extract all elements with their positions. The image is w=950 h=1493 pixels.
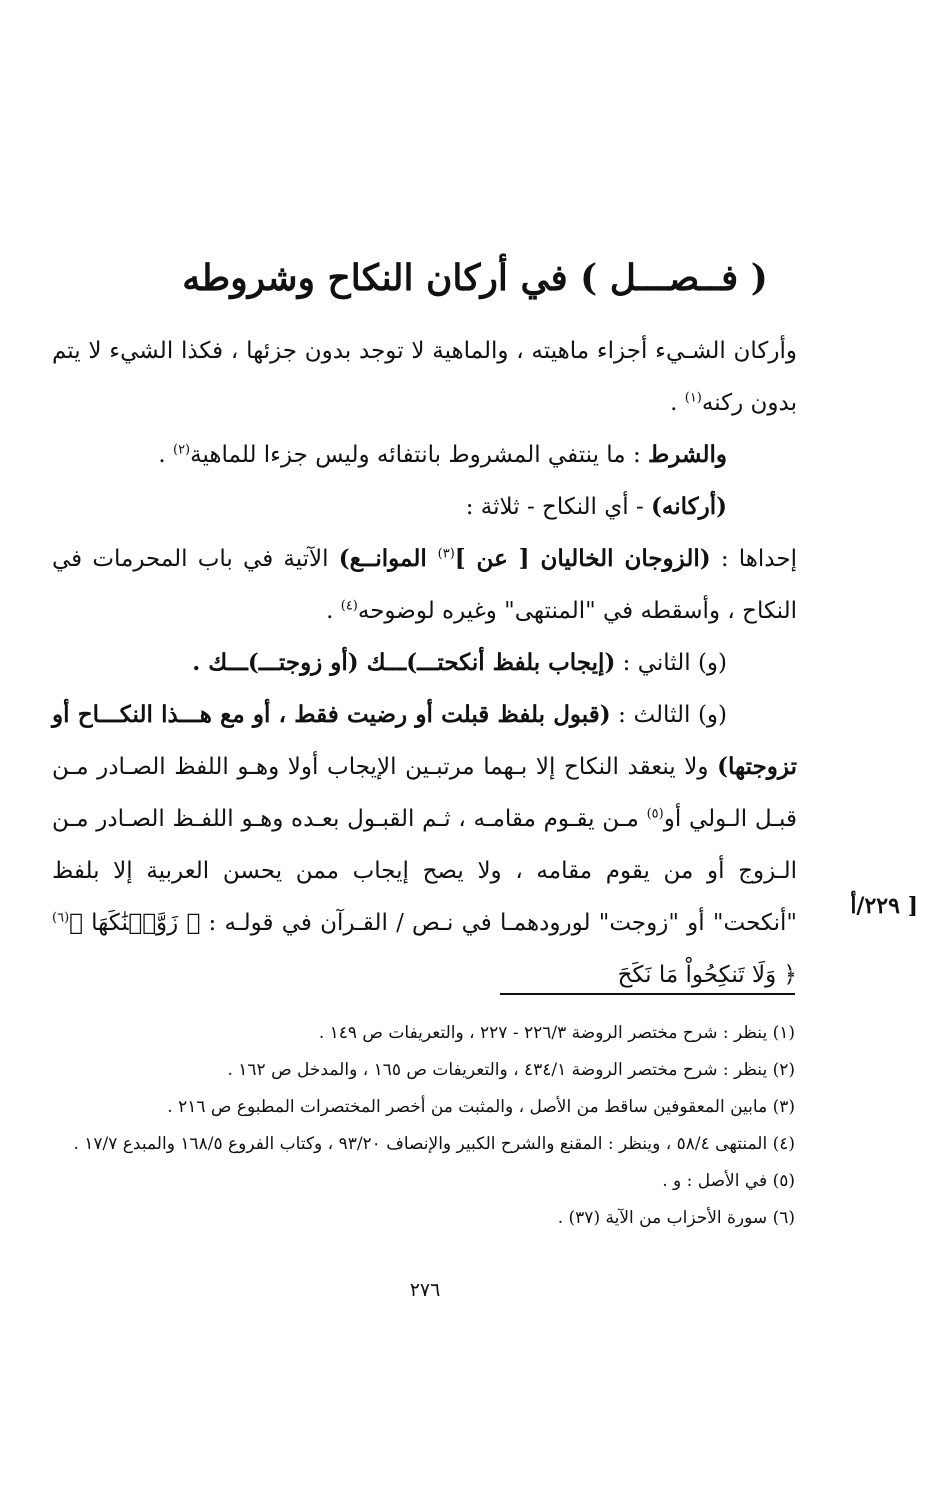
- footnote-1: (١) ينظر : شرح مختصر الروضة ٢٢٦/٣ - ٢٢٧ ، والتعريفات ص ١٤٩ .: [318, 1023, 795, 1043]
- matn-text: (إيجاب بلفظ أنكحتـــ)ـــك (أو زوجتـــ)ـــك .: [192, 649, 616, 676]
- paragraph-shart-definition: [52, 429, 797, 481]
- footnote-3: (٣) مابين المعقوفين ساقط من الأصل ، والمثبت من أخصر المختصرات المطبوع ص ٢١٦ .: [167, 1097, 795, 1117]
- text-segment: .: [326, 598, 341, 624]
- footnote-ref-4: (٤): [340, 598, 358, 614]
- text-segment: الآتية في باب المحرمات في النكاح ، وأسقطه في "المنتهى" وغيره لوضوحه: [52, 546, 797, 624]
- paragraph-arkan-definition: [52, 325, 797, 429]
- text-segment: وأركان الشـيء أجزاء ماهيته ، والماهية لا توجد بدون جزئها ، فكذا الشيء لا يتم بدون ركنه: [52, 338, 797, 416]
- term-label: والشرط: [648, 441, 727, 468]
- text-segment: ﴿ وَلَا تَنكِحُواْ مَا نَكَحَ: [617, 962, 797, 988]
- main-text: [52, 325, 797, 1001]
- footnote-ref-6: (٦): [52, 910, 70, 926]
- manuscript-folio-marker: [ ٢٢٩/أ: [850, 893, 918, 919]
- term-label: (أركانه): [651, 493, 727, 520]
- matn-text: الموانــع): [338, 545, 438, 572]
- text-segment: مـن يقـوم مقامـه ، ثـم القبـول بعـده وهـو اللفـظ الصـادر مـن الـزوج أو من يقوم مقامه ، ولا يصح إيجاب ممن يحسن العربية إلا بلفظ "أنكحت" أو "زوجت" لورودهمـا في نـص / القـرآن في قولـه : ﴿ زَوَّجۡنَٰكَهَا ﴾: [52, 806, 797, 936]
- text-segment: ولا ينعقد النكاح إلا بـهما مرتبـين الإيجاب أولا وهـو اللفظ الصـادر مـن قبـل الـولي أو: [52, 754, 797, 832]
- footnote-4: (٤) المنتهى ٥٨/٤ ، وينظر : المقنع والشرح الكبير والإنصاف ٩٣/٢٠ ، وكتاب الفروع ١٦٨/٥ والمبدع ١٧/٧ .: [73, 1134, 795, 1154]
- footnote-2: (٢) ينظر : شرح مختصر الروضة ٤٣٤/١ ، والتعريفات ص ١٦٥ ، والمدخل ص ١٦٢ .: [227, 1060, 795, 1080]
- section-title: ( فــصـــل ) في أركان النكاح وشروطه: [182, 257, 768, 299]
- text-segment: إحداها :: [710, 546, 797, 572]
- footnote-ref-1: (١): [684, 390, 702, 406]
- footnote-ref-2: (٢): [172, 442, 191, 458]
- text-segment: (و) الثاني :: [615, 650, 727, 676]
- matn-text: (قبول بلفظ قبلت أو رضيت فقط ، أو مع هـــذا النكـــاح أو تزوجتها): [52, 701, 797, 780]
- matn-text: (الزوجان الخاليان [ عن ]: [454, 545, 711, 572]
- footnote-divider: [500, 993, 795, 995]
- footnote-ref-5: (٥): [646, 806, 664, 822]
- footnote-6: (٦) سورة الأحزاب من الآية (٣٧) .: [557, 1208, 795, 1228]
- text-segment: - أي النكاح - ثلاثة :: [465, 494, 652, 520]
- text-segment: (و) الثالث :: [610, 702, 727, 728]
- paragraph-arkan-count: [52, 481, 797, 533]
- footnote-ref-3: (٣): [437, 546, 455, 562]
- footnotes-section: [73, 1015, 795, 1237]
- paragraph-second-pillar: [52, 637, 797, 689]
- footnote-5: (٥) في الأصل : و .: [662, 1171, 795, 1191]
- paragraph-third-pillar: [52, 689, 797, 1001]
- text-segment: .: [670, 390, 685, 416]
- text-segment: : ما ينتفي المشروط بانتفائه وليس جزءا للماهية: [190, 442, 649, 468]
- paragraph-first-pillar: [52, 533, 797, 637]
- page-number: ٢٧٦: [409, 1279, 441, 1301]
- text-segment: .: [158, 442, 173, 468]
